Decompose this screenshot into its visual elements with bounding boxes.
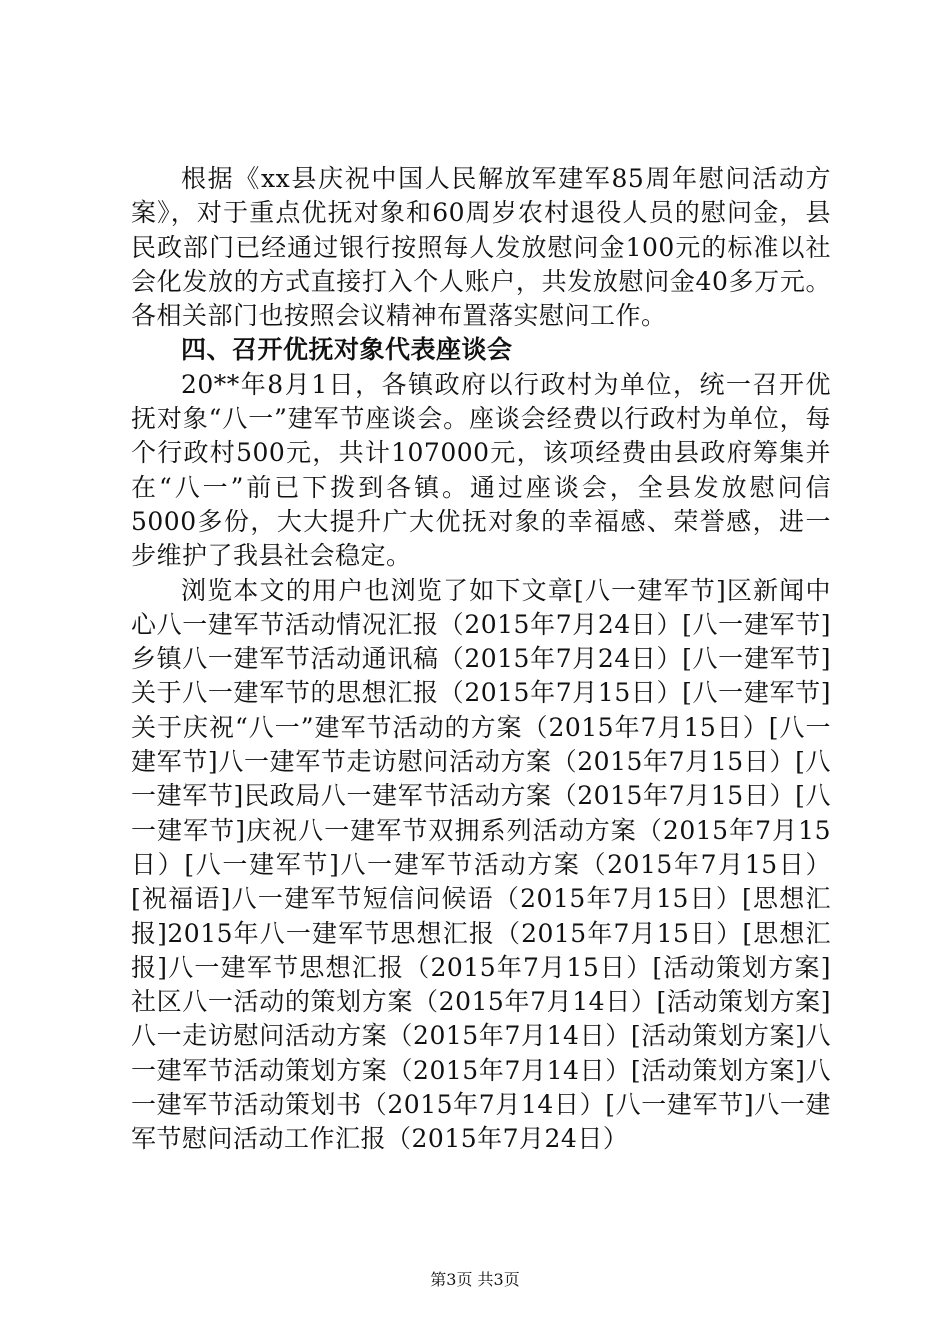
paragraph-related-articles: 浏览本文的用户也浏览了如下文章[八一建军节]区新闻中心八一建军节活动情况汇报（2015年7月24日）[八一建军节]乡镇八一建军节活动通讯稿（2015年7月24日）[八一建军节]关于八一建军节的思想汇报（2015年7月15日）[八一建军节]关于庆祝“八一”建军节活动的方案（2015年7月15日）[八一建军节]八一建军节走访慰问活动方案（2015年7月15日）[八一建军节]民政局八一建军节活动方案（2015年7月15日）[八一建军节]庆祝八一建军节双拥系列活动方案（2015年7月15日）[八一建军节]八一建军节活动方案（2015年7月15日）[祝福语]八一建军节短信问候语（2015年7月15日）[思想汇报]2015年八一建军节思想汇报（2015年7月15日）[思想汇报]八一建军节思想汇报（2015年7月15日）[活动策划方案]社区八一活动的策划方案（2015年7月14日）[活动策划方案]八一走访慰问活动方案（2015年7月14日）[活动策划方案]八一建军节活动策划方案（2015年7月14日）[活动策划方案]八一建军节活动策划书（2015年7月14日）[八一建军节]八一建军节慰问活动工作汇报（2015年7月24日） xyxy=(131,575,831,1154)
page-footer: 第3页 共3页 xyxy=(430,1270,520,1289)
paragraph-symposium: 20**年8月1日，各镇政府以行政村为单位，统一召开优抚对象“八一”建军节座谈会。座谈会经费以行政村为单位，每个行政村500元，共计107000元，该项经费由县政府筹集并在“八一”前已下拨到各镇。通过座谈会，全县发放慰问信5000多份，大大提升广大优抚对象的幸福感、荣誉感，进一步维护了我县社会稳定。 xyxy=(131,369,831,571)
section-heading-4: 四、召开优抚对象代表座谈会 xyxy=(181,335,513,365)
document-body xyxy=(131,162,831,1157)
paragraph-condolence-funds: 根据《xx县庆祝中国人民解放军建军85周年慰问活动方案》，对于重点优抚对象和60周岁农村退役人员的慰问金，县民政部门已经通过银行按照每人发放慰问金100元的标准以社会化发放的方式直接打入个人账户，共发放慰问金40多万元。各相关部门也按照会议精神布置落实慰问工作。 xyxy=(131,164,831,331)
